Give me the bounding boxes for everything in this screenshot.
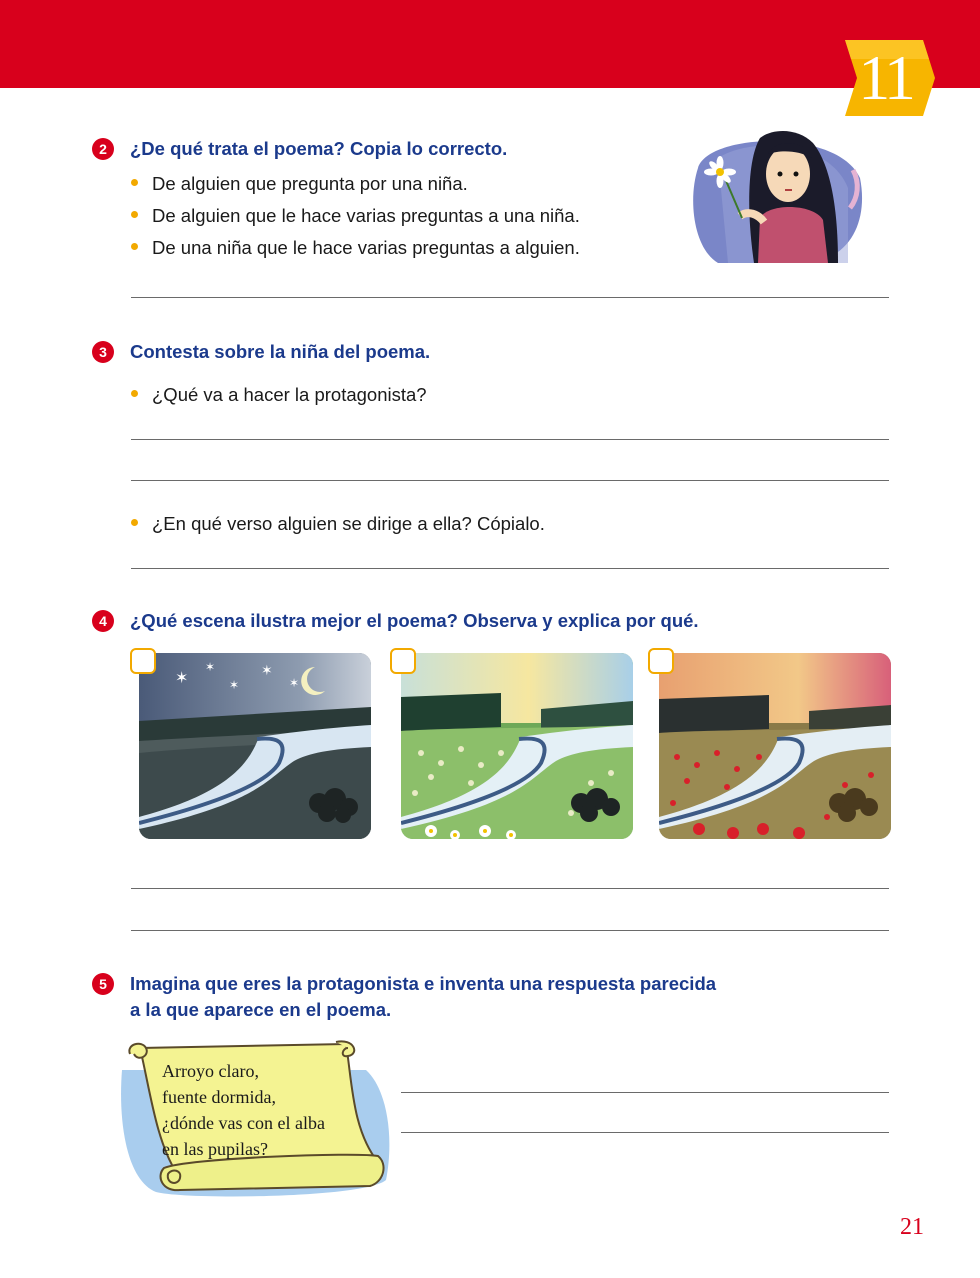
question-5-text-line-1: Imagina que eres la protagonista e inventa una respuesta parecida	[130, 973, 717, 994]
bullet-dot	[131, 519, 138, 526]
question-2-option-1	[131, 172, 468, 196]
svg-text:✶: ✶	[289, 676, 300, 690]
answer-line[interactable]	[131, 439, 889, 440]
answer-line[interactable]	[131, 297, 889, 298]
top-red-band	[0, 0, 980, 88]
poem-text	[162, 1058, 362, 1162]
girl-with-daisy-illustration	[688, 128, 868, 268]
question-4-number: 4	[92, 610, 114, 632]
answer-line[interactable]	[131, 480, 889, 481]
question-3-sub-1	[131, 383, 427, 407]
poem-line: ¿dónde vas con el alba	[162, 1113, 325, 1133]
unit-number: 11	[858, 42, 912, 113]
answer-line[interactable]	[131, 568, 889, 569]
scene-1-checkbox[interactable]	[130, 648, 156, 674]
question-5-number: 5	[92, 973, 114, 995]
poem-line: en las pupilas?	[162, 1139, 268, 1159]
sub-question-text: ¿Qué va a hacer la protagonista?	[152, 384, 427, 405]
answer-line[interactable]	[401, 1092, 889, 1093]
bullet-dot	[131, 390, 138, 397]
option-text: De una niña que le hace varias preguntas a alguien.	[152, 237, 580, 258]
page-number: 21	[900, 1214, 924, 1240]
option-text: De alguien que le hace varias preguntas a una niña.	[152, 205, 580, 226]
bullet-dot	[131, 211, 138, 218]
question-2-number: 2	[92, 138, 114, 160]
bullet-dot	[131, 243, 138, 250]
unit-badge	[845, 40, 937, 116]
question-3-sub-2	[131, 512, 545, 536]
svg-text:✶: ✶	[205, 660, 216, 674]
svg-text:✶: ✶	[175, 670, 189, 687]
question-2-option-2	[131, 204, 580, 228]
svg-text:✶: ✶	[229, 678, 240, 692]
question-3-number: 3	[92, 341, 114, 363]
question-4-text: ¿Qué escena ilustra mejor el poema? Observa y explica por qué.	[130, 610, 699, 631]
poem-line: Arroyo claro,	[162, 1061, 259, 1081]
dawn-daisy-field-scene	[401, 653, 633, 839]
question-2-option-3	[131, 236, 580, 260]
answer-line[interactable]	[131, 888, 889, 889]
scene-3-checkbox[interactable]	[648, 648, 674, 674]
question-5-text-line-2: a la que aparece en el poema.	[130, 999, 392, 1020]
answer-line[interactable]	[401, 1132, 889, 1133]
answer-line[interactable]	[131, 930, 889, 931]
option-text: De alguien que pregunta por una niña.	[152, 173, 468, 194]
bullet-dot	[131, 179, 138, 186]
poem-line: fuente dormida,	[162, 1087, 276, 1107]
sunset-poppy-field-scene	[659, 653, 891, 839]
night-river-scene	[139, 653, 371, 839]
scene-2-checkbox[interactable]	[390, 648, 416, 674]
question-3-text: Contesta sobre la niña del poema.	[130, 341, 431, 362]
sub-question-text: ¿En qué verso alguien se dirige a ella? Cópialo.	[152, 513, 545, 534]
svg-text:✶: ✶	[261, 662, 273, 678]
question-2-text: ¿De qué trata el poema? Copia lo correcto.	[130, 138, 508, 159]
